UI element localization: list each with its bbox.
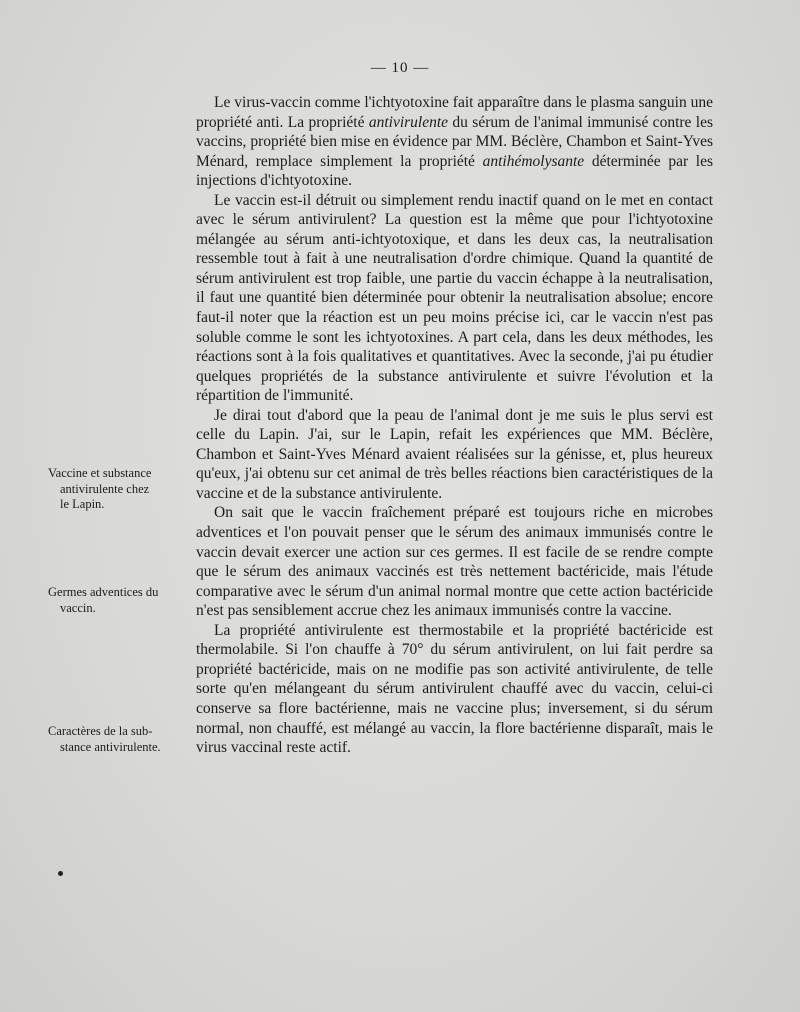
paragraph-text: Je dirai tout d'abord que la peau de l'animal dont je me suis le plus servi est celle du Lapin. J'ai, sur le Lapin, refait les expériences que MM. Béclère, Chambon et Saint-Yves Ménard avaient réalisées sur la génisse, et, plus heureux qu'eux, j'ai obtenu sur cet animal de très belles réactions bien caractéristiques de la vaccine et de la substance antivirulente.: [196, 406, 713, 502]
paragraph-text: La propriété antivirulente est thermostabile et la propriété bactéricide est thermolabile. Si l'on chauffe à 70° du sérum antivirulent, on lui fait perdre sa propriété bactéricide, mais on ne modifie pas son activité antivirulente, de telle sorte qu'en mélangeant du sérum antivirulent chauffé avec du vaccin, celui-ci conserve sa flore bactérienne, mais ne vaccine plus; inversement, si du sérum normal, non chauffé, est mélangé au vaccin, la flore bactérienne disparaît, mais le virus vaccinal reste actif.: [196, 621, 713, 757]
margin-note-germes: [48, 585, 176, 616]
margin-note-vaccine-lapin: [48, 466, 176, 513]
margin-note-line: Germes adventices du: [48, 585, 159, 599]
paragraph-text: déterminée par les injections d'ichtyotoxine.: [196, 152, 714, 190]
margin-note-line: Vaccine et substance: [48, 466, 152, 480]
paragraph-text: du sérum de l'animal immunisé contre les vaccins, propriété bien mise en évidence par MM. Béclère, Chambon et Saint-Yves Ménard, remplace simplement la propriété: [196, 113, 714, 170]
body-text: [196, 93, 713, 758]
margin-note-line: Caractères de la sub-: [48, 724, 153, 738]
paragraph-3: [196, 406, 713, 504]
italic-term-antihemolysante: antihémolysante: [482, 152, 585, 170]
margin-note-line: stance antivirulente.: [60, 739, 161, 754]
margin-note-caracteres: [48, 724, 176, 755]
paragraph-2: [196, 191, 713, 406]
page-number: — 10 —: [370, 60, 430, 76]
margin-note-line: le Lapin.: [60, 497, 105, 511]
paragraph-text: On sait que le vaccin fraîchement préparé est toujours riche en microbes adventices et l'on pouvait penser que le sérum des animaux immunisés contre le vaccin devait exercer une action sur ces germes. Il est facile de se rendre compte que le sérum des animaux vaccinés est très nettement bactéricide, mais l'étude comparative avec le sérum d'un animal normal montre que cette action bactéricide n'est pas sensiblement accrue chez les animaux immunisés contre la vaccine.: [196, 504, 713, 620]
paragraph-text: Le vaccin est-il détruit ou simplement rendu inactif quand on le met en contact avec le sérum antivirulent? La question est la même que pour l'ichtyotoxine mélangée au sérum anti-ichtyotoxique, et dans les deux cas, la neutralisation ressemble tout à fait à une neutralisation d'ordre chimique. Quand la quantité de sérum antivirulent est trop faible, une partie du vaccin échappe à la neutralisation, il faut une quantité bien déterminée pour obtenir la neutralisation absolue; encore faut-il noter que la réaction est un peu moins précise ici, car le vaccin n'est pas soluble comme le sont les ichtyotoxines. A part cela, dans les deux méthodes, les réactions sont à la fois qualitatives et quantitatives. Avec la seconde, j'ai pu étudier quelques propriétés de la substance antivirulente et suivre l'évolution et la répartition de l'immunité.: [196, 191, 713, 405]
ink-spot: [58, 871, 63, 876]
italic-term-antivirulente: antivirulente: [368, 113, 449, 131]
paragraph-1: [196, 93, 713, 191]
paragraph-text: Le virus-vaccin comme l'ichtyotoxine fait apparaître dans le plasma sanguin une propriété anti. La propriété: [196, 94, 713, 131]
paragraph-5: [196, 621, 713, 758]
margin-note-line: antivirulente chez: [60, 481, 150, 496]
margin-note-line: vaccin.: [60, 600, 96, 615]
paragraph-4: [196, 503, 713, 620]
